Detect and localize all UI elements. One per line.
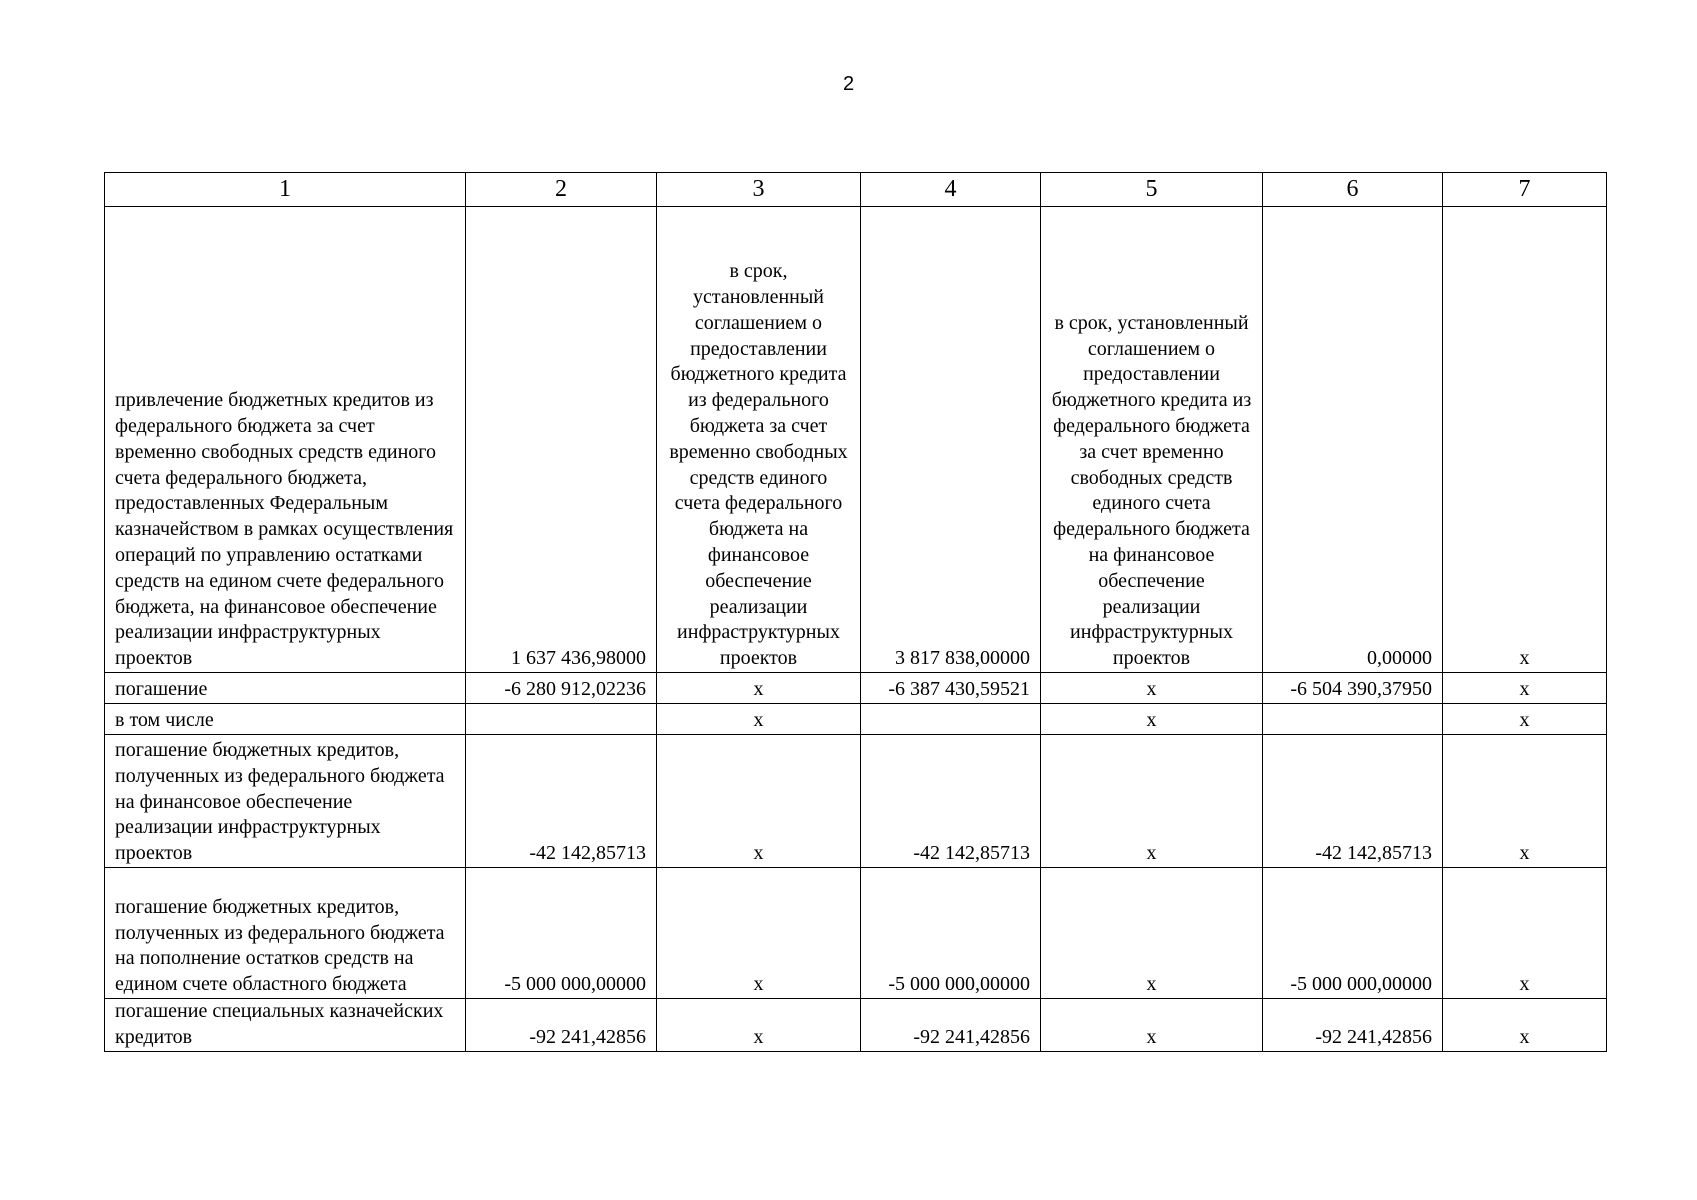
row-mark-col7: х: [1443, 735, 1607, 868]
row-value-col4: [861, 704, 1041, 735]
row-term-col3: в срок, установленный соглашением о предоставлении бюджетного кредита из федерального бюджета за счет временно свободных средств единого счета федерального бюджета на финансовое обеспечение реализации инфраструктурных проектов: [657, 207, 861, 673]
row-value-col6: -92 241,42856: [1263, 999, 1443, 1052]
row-value-col2: -92 241,42856: [466, 999, 657, 1052]
row-value-col2: -42 142,85713: [466, 735, 657, 868]
row-mark-col3: х: [657, 673, 861, 704]
table-row: [105, 999, 1607, 1052]
column-number-row: [105, 173, 1607, 207]
row-value-col6: -6 504 390,37950: [1263, 673, 1443, 704]
row-value-col6: 0,00000: [1263, 207, 1443, 673]
row-value-col2: 1 637 436,98000: [466, 207, 657, 673]
row-mark-col3: х: [657, 735, 861, 868]
row-label: погашение специальных казначейских кредитов: [105, 999, 466, 1052]
row-value-col4: 3 817 838,00000: [861, 207, 1041, 673]
row-value-col2: [466, 704, 657, 735]
row-label: погашение бюджетных кредитов, полученных из федерального бюджета на финансовое обеспечение реализации инфраструктурных проектов: [105, 735, 466, 868]
row-label: в том числе: [105, 704, 466, 735]
row-value-col2: -6 280 912,02236: [466, 673, 657, 704]
table-row: [105, 704, 1607, 735]
row-mark-col5: х: [1041, 673, 1263, 704]
row-label: погашение: [105, 673, 466, 704]
row-mark-col7: х: [1443, 704, 1607, 735]
column-number-4: 4: [861, 173, 1041, 207]
row-mark-col5: х: [1041, 868, 1263, 999]
row-value-col6: [1263, 704, 1443, 735]
page-number: 2: [842, 73, 855, 95]
row-value-col6: -5 000 000,00000: [1263, 868, 1443, 999]
row-mark-col5: х: [1041, 999, 1263, 1052]
row-mark-col7: х: [1443, 868, 1607, 999]
row-mark-col7: х: [1443, 207, 1607, 673]
row-mark-col3: х: [657, 999, 861, 1052]
table-row: [105, 673, 1607, 704]
row-value-col2: -5 000 000,00000: [466, 868, 657, 999]
row-mark-col7: х: [1443, 999, 1607, 1052]
column-number-2: 2: [466, 173, 657, 207]
row-value-col6: -42 142,85713: [1263, 735, 1443, 868]
column-number-6: 6: [1263, 173, 1443, 207]
column-number-7: 7: [1443, 173, 1607, 207]
row-value-col4: -42 142,85713: [861, 735, 1041, 868]
row-mark-col3: х: [657, 704, 861, 735]
row-mark-col5: х: [1041, 735, 1263, 868]
row-label: привлечение бюджетных кредитов из федерального бюджета за счет временно свободных средств единого счета федерального бюджета, предоставленных Федеральным казначейством в рамках осуществления операций по управлению остатками средств на едином счете федерального бюджета, на финансовое обеспечение реализации инфраструктурных проектов: [105, 207, 466, 673]
row-mark-col5: х: [1041, 704, 1263, 735]
table-row: [105, 868, 1607, 999]
row-term-col5: в срок, установленный соглашением о предоставлении бюджетного кредита из федерального бюджета за счет временно свободных средств единого счета федерального бюджета на финансовое обеспечение реализации инфраструктурных проектов: [1041, 207, 1263, 673]
row-value-col4: -6 387 430,59521: [861, 673, 1041, 704]
table-row: [105, 207, 1607, 673]
column-number-5: 5: [1041, 173, 1263, 207]
column-number-1: 1: [105, 173, 466, 207]
budget-table: [104, 172, 1607, 1052]
row-label: погашение бюджетных кредитов, полученных из федерального бюджета на пополнение остатков средств на едином счете областного бюджета: [105, 868, 466, 999]
row-mark-col3: х: [657, 868, 861, 999]
table-row: [105, 735, 1607, 868]
row-mark-col7: х: [1443, 673, 1607, 704]
column-number-3: 3: [657, 173, 861, 207]
row-value-col4: -5 000 000,00000: [861, 868, 1041, 999]
row-value-col4: -92 241,42856: [861, 999, 1041, 1052]
